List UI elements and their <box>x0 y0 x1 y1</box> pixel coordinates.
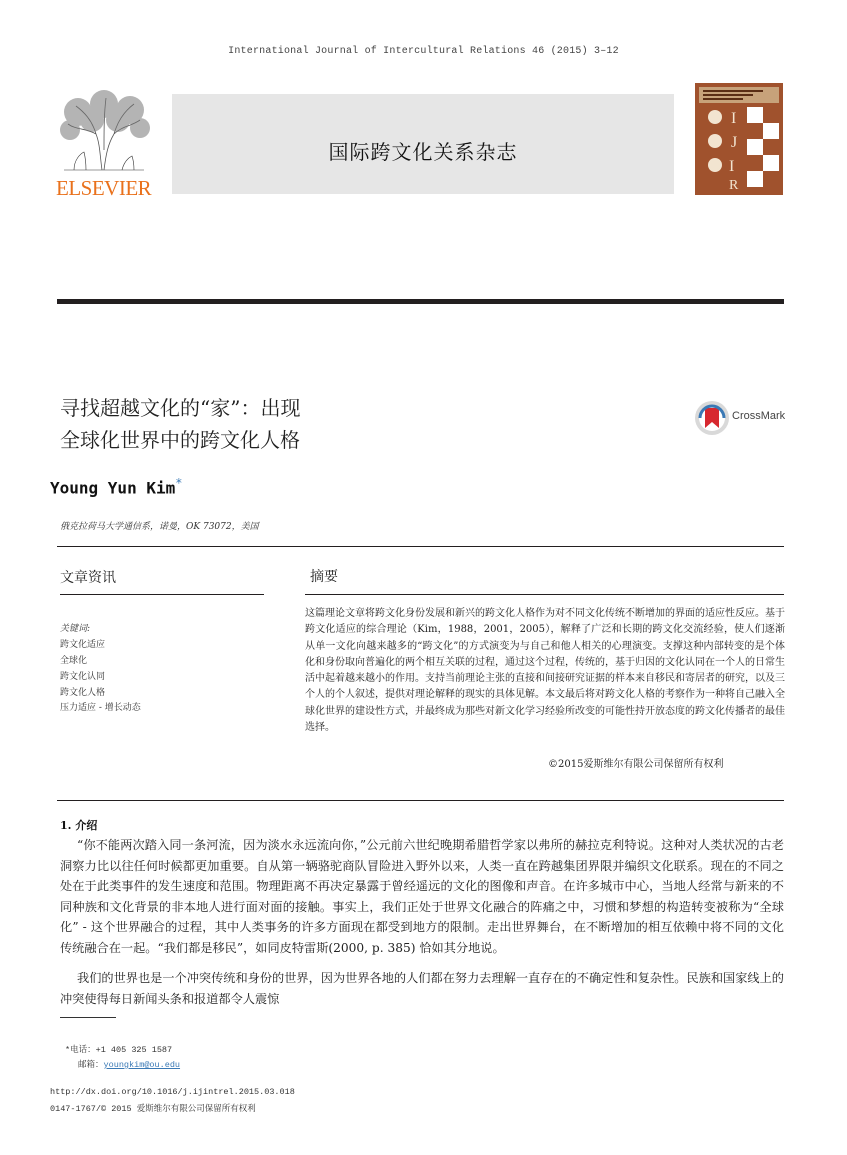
author-name-text: Young Yun Kim <box>50 478 176 498</box>
intro-paragraph-1: “你不能两次踏入同一条河流，因为淡水永远流向你，”公元前六世纪晚期希腊哲学家以弗所的赫拉克利特说。这种对人类状况的古老洞察力比以往任何时候都更加重要。自从第一辆骆驼商队冒险进入野外以来，人类一直在跨越集团界限并编织文化联系。现在的不同之处在于此类事件的发生速度和范围。物理距离不再决定暴露于曾经遥远的文化的图像和声音。在许多城市中心，当地人经常与新来的不同种族和文化背景的非本地人进行面对面的接触。事实上，我们正处于世界文化融合的阵痛之中，习惯和梦想的构造转变被称为“全球化” - 这个世界融合的过程，其中人类事务的许多方面现在都受到地方的限制。走出世界舞台，在不断增加的相互依赖中将不同的文化传统融合在一起。“我们都是移民”，如同皮特雷斯(2000, p. 385) 恰如其分地说。 <box>60 838 784 955</box>
footnote-email-label: 邮箱： <box>78 1060 104 1070</box>
author-name <box>50 476 182 497</box>
cover-letter-i: I <box>731 110 737 127</box>
article-title-line2: 全球化世界中的跨文化人格 <box>60 428 300 452</box>
author-email-link[interactable]: youngkim@ou.edu <box>103 1060 181 1070</box>
issn-copyright: 0147-1767/© 2015 爱斯维尔有限公司保留所有权利 <box>50 1104 256 1114</box>
keyword-item: 压力适应 - 增长动态 <box>60 703 141 713</box>
footnote-marker: * <box>65 1045 71 1055</box>
abstract-copyright: ©2015爱斯维尔有限公司保留所有权利 <box>548 759 724 770</box>
body-top-rule <box>57 800 784 801</box>
crossmark-label: CrossMark <box>732 410 786 422</box>
footnote-phone-text: 电话：+1 405 325 1587 <box>70 1045 173 1055</box>
cover-letter-j: J <box>731 134 738 151</box>
journal-cover-image <box>695 83 783 195</box>
journal-title: 国际跨文化关系杂志 <box>328 140 518 164</box>
elsevier-wordmark: ELSEVIER <box>56 176 152 200</box>
abstract-text: 这篇理论文章将跨文化身份发展和新兴的跨文化人格作为对不同文化传统不断增加的界面的适应性反应。基于跨文化适应的综合理论（Kim，1988，2001，2005），解释了广泛和长期的跨文化交流经验，使人们逐渐从单一文化向越来越多的“跨文化”的方式演变为与自己和他人相关的心理演变。支撑这种内部转变的是个体化和身份取向普遍化的两个相互关联的过程，通过这个过程，传统的，基于归因的文化认同在一个人的日常生活中起着越来越小的作用。支持当前理论主张的直接和间接研究证据的样本来自移民和寄居者的研究，以及三个人的个人叙述，提供对理论解释的现实的具体见解。本文最后将对跨文化人格的考察作为一种将自己融入全球化世界的建设性方式，并最终成为那些对新文化学习经验所改变的可能性持开放态度的跨文化传播者的最佳选择。 <box>305 608 785 734</box>
section-heading-introduction: 1. 介绍 <box>60 819 98 832</box>
footnote-email <box>78 1058 180 1070</box>
keywords-label: 关键词: <box>60 624 91 634</box>
abstract-rule <box>305 594 784 595</box>
article-title <box>60 392 300 456</box>
article-title-line1: 寻找超越文化的“家”：出现 <box>60 396 301 420</box>
author-affiliation: 俄克拉荷马大学通信系，诺曼，OK 73072，美国 <box>60 522 259 532</box>
header-rule <box>57 299 784 304</box>
cover-letter-r: R <box>729 178 739 193</box>
info-top-rule <box>57 546 784 547</box>
crossmark-icon <box>694 400 730 436</box>
doi-link[interactable]: http://dx.doi.org/10.1016/j.ijintrel.2015.03.018 <box>50 1087 295 1097</box>
cover-letter-i2: I <box>729 158 735 175</box>
keyword-item: 跨文化人格 <box>60 688 106 698</box>
keyword-item: 跨文化适应 <box>60 640 106 650</box>
article-info-rule <box>60 594 264 595</box>
intro-paragraph-2: 我们的世界也是一个冲突传统和身份的世界，因为世界各地的人们都在努力去理解一直存在的不确定性和复杂性。民族和国家线上的冲突使得每日新闻头条和报道都令人震惊 <box>60 971 784 1006</box>
keyword-item: 跨文化认同 <box>60 672 106 682</box>
journal-reference: International Journal of Intercultural Relations 46 (2015) 3–12 <box>228 46 619 57</box>
author-footnote-marker[interactable]: * <box>175 476 183 490</box>
abstract-heading: 摘要 <box>310 569 338 585</box>
keyword-item: 全球化 <box>60 656 88 666</box>
footnote-phone <box>65 1043 172 1055</box>
article-info-heading: 文章资讯 <box>60 570 116 586</box>
crossmark-button[interactable] <box>694 398 786 438</box>
footnote-rule <box>60 1017 116 1018</box>
